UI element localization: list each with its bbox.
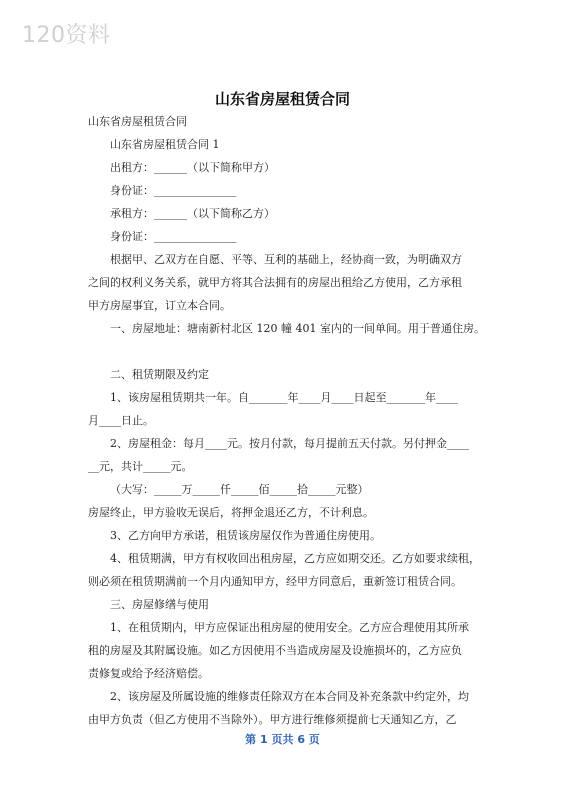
paragraph-line: 根据甲、乙双方在自愿、平等、互利的基础上，经协商一致，为明确双方 bbox=[110, 253, 462, 266]
paragraph-line: 2、该房屋及所属设施的维修责任除双方在本合同及补充条款中约定外，均 bbox=[110, 690, 469, 703]
lessor-id-line: 身份证：_______________ bbox=[110, 184, 237, 197]
paragraph-line: 2、房屋租金：每月____元。按月付款，每月提前五天付款。另付押金____ bbox=[110, 437, 469, 450]
document-title: 山东省房屋租赁合同 bbox=[214, 90, 350, 108]
lessee-id-line: 身份证：_______________ bbox=[110, 230, 237, 243]
clause-address: 一、房屋地址：塘南新村北区 120 幢 401 室内的一间单间。用于普通住房。 bbox=[110, 322, 485, 335]
paragraph-line: 4、租赁期满，甲方有权收回出租房屋，乙方应如期交还。乙方如要求续租， bbox=[110, 552, 480, 565]
heading-line: 山东省房屋租赁合同 bbox=[88, 115, 187, 128]
paragraph-line: 1、在租赁期内，甲方应保证出租房屋的使用安全。乙方应合理使用其所承 bbox=[110, 621, 469, 634]
paragraph-line: （大写：_____万_____仟_____佰_____拾_____元整） bbox=[110, 483, 369, 496]
paragraph-line: 由甲方负责（但乙方使用不当除外）。甲方进行维修须提前七天通知乙方，乙 bbox=[88, 713, 457, 726]
paragraph-line: 之间的权利义务关系，就甲方将其合法拥有的房屋出租给乙方使用，乙方承租 bbox=[88, 276, 462, 289]
paragraph-line: 甲方房屋事宜，订立本合同。 bbox=[88, 299, 231, 312]
section-heading: 三、房屋修缮与使用 bbox=[110, 598, 209, 611]
section-heading: 二、租赁期限及约定 bbox=[110, 368, 209, 381]
paragraph-line: 责修复或给予经济赔偿。 bbox=[88, 667, 209, 680]
paragraph-line: 房屋终止，甲方验收无误后，将押金退还乙方，不计利息。 bbox=[88, 506, 374, 519]
lessor-line: 出租方：______（以下简称甲方） bbox=[110, 161, 275, 174]
document-body bbox=[88, 110, 488, 731]
paragraph-line: 月____日止。 bbox=[88, 414, 154, 427]
lessee-line: 承租方：______（以下简称乙方） bbox=[110, 207, 275, 220]
subtitle-line: 山东省房屋租赁合同 1 bbox=[110, 138, 220, 151]
spacer bbox=[88, 340, 488, 363]
paragraph-line: 则必须在租赁期满前一个月内通知甲方，经甲方同意后，重新签订租赁合同。 bbox=[88, 575, 462, 588]
watermark: 120资料 bbox=[22, 23, 111, 48]
paragraph-line: 3、乙方向甲方承诺，租赁该房屋仅作为普通住房使用。 bbox=[110, 529, 381, 542]
paragraph-line: 租的房屋及其附属设施。如乙方因使用不当造成房屋及设施损坏的，乙方应负 bbox=[88, 644, 462, 657]
paragraph-line: 1、该房屋租赁期共一年。自_______年____月____日起至_______年____ bbox=[110, 391, 458, 404]
page-number: 第 1 页共 6 页 bbox=[245, 733, 320, 746]
paragraph-line: __元，共计_____元。 bbox=[88, 460, 193, 473]
